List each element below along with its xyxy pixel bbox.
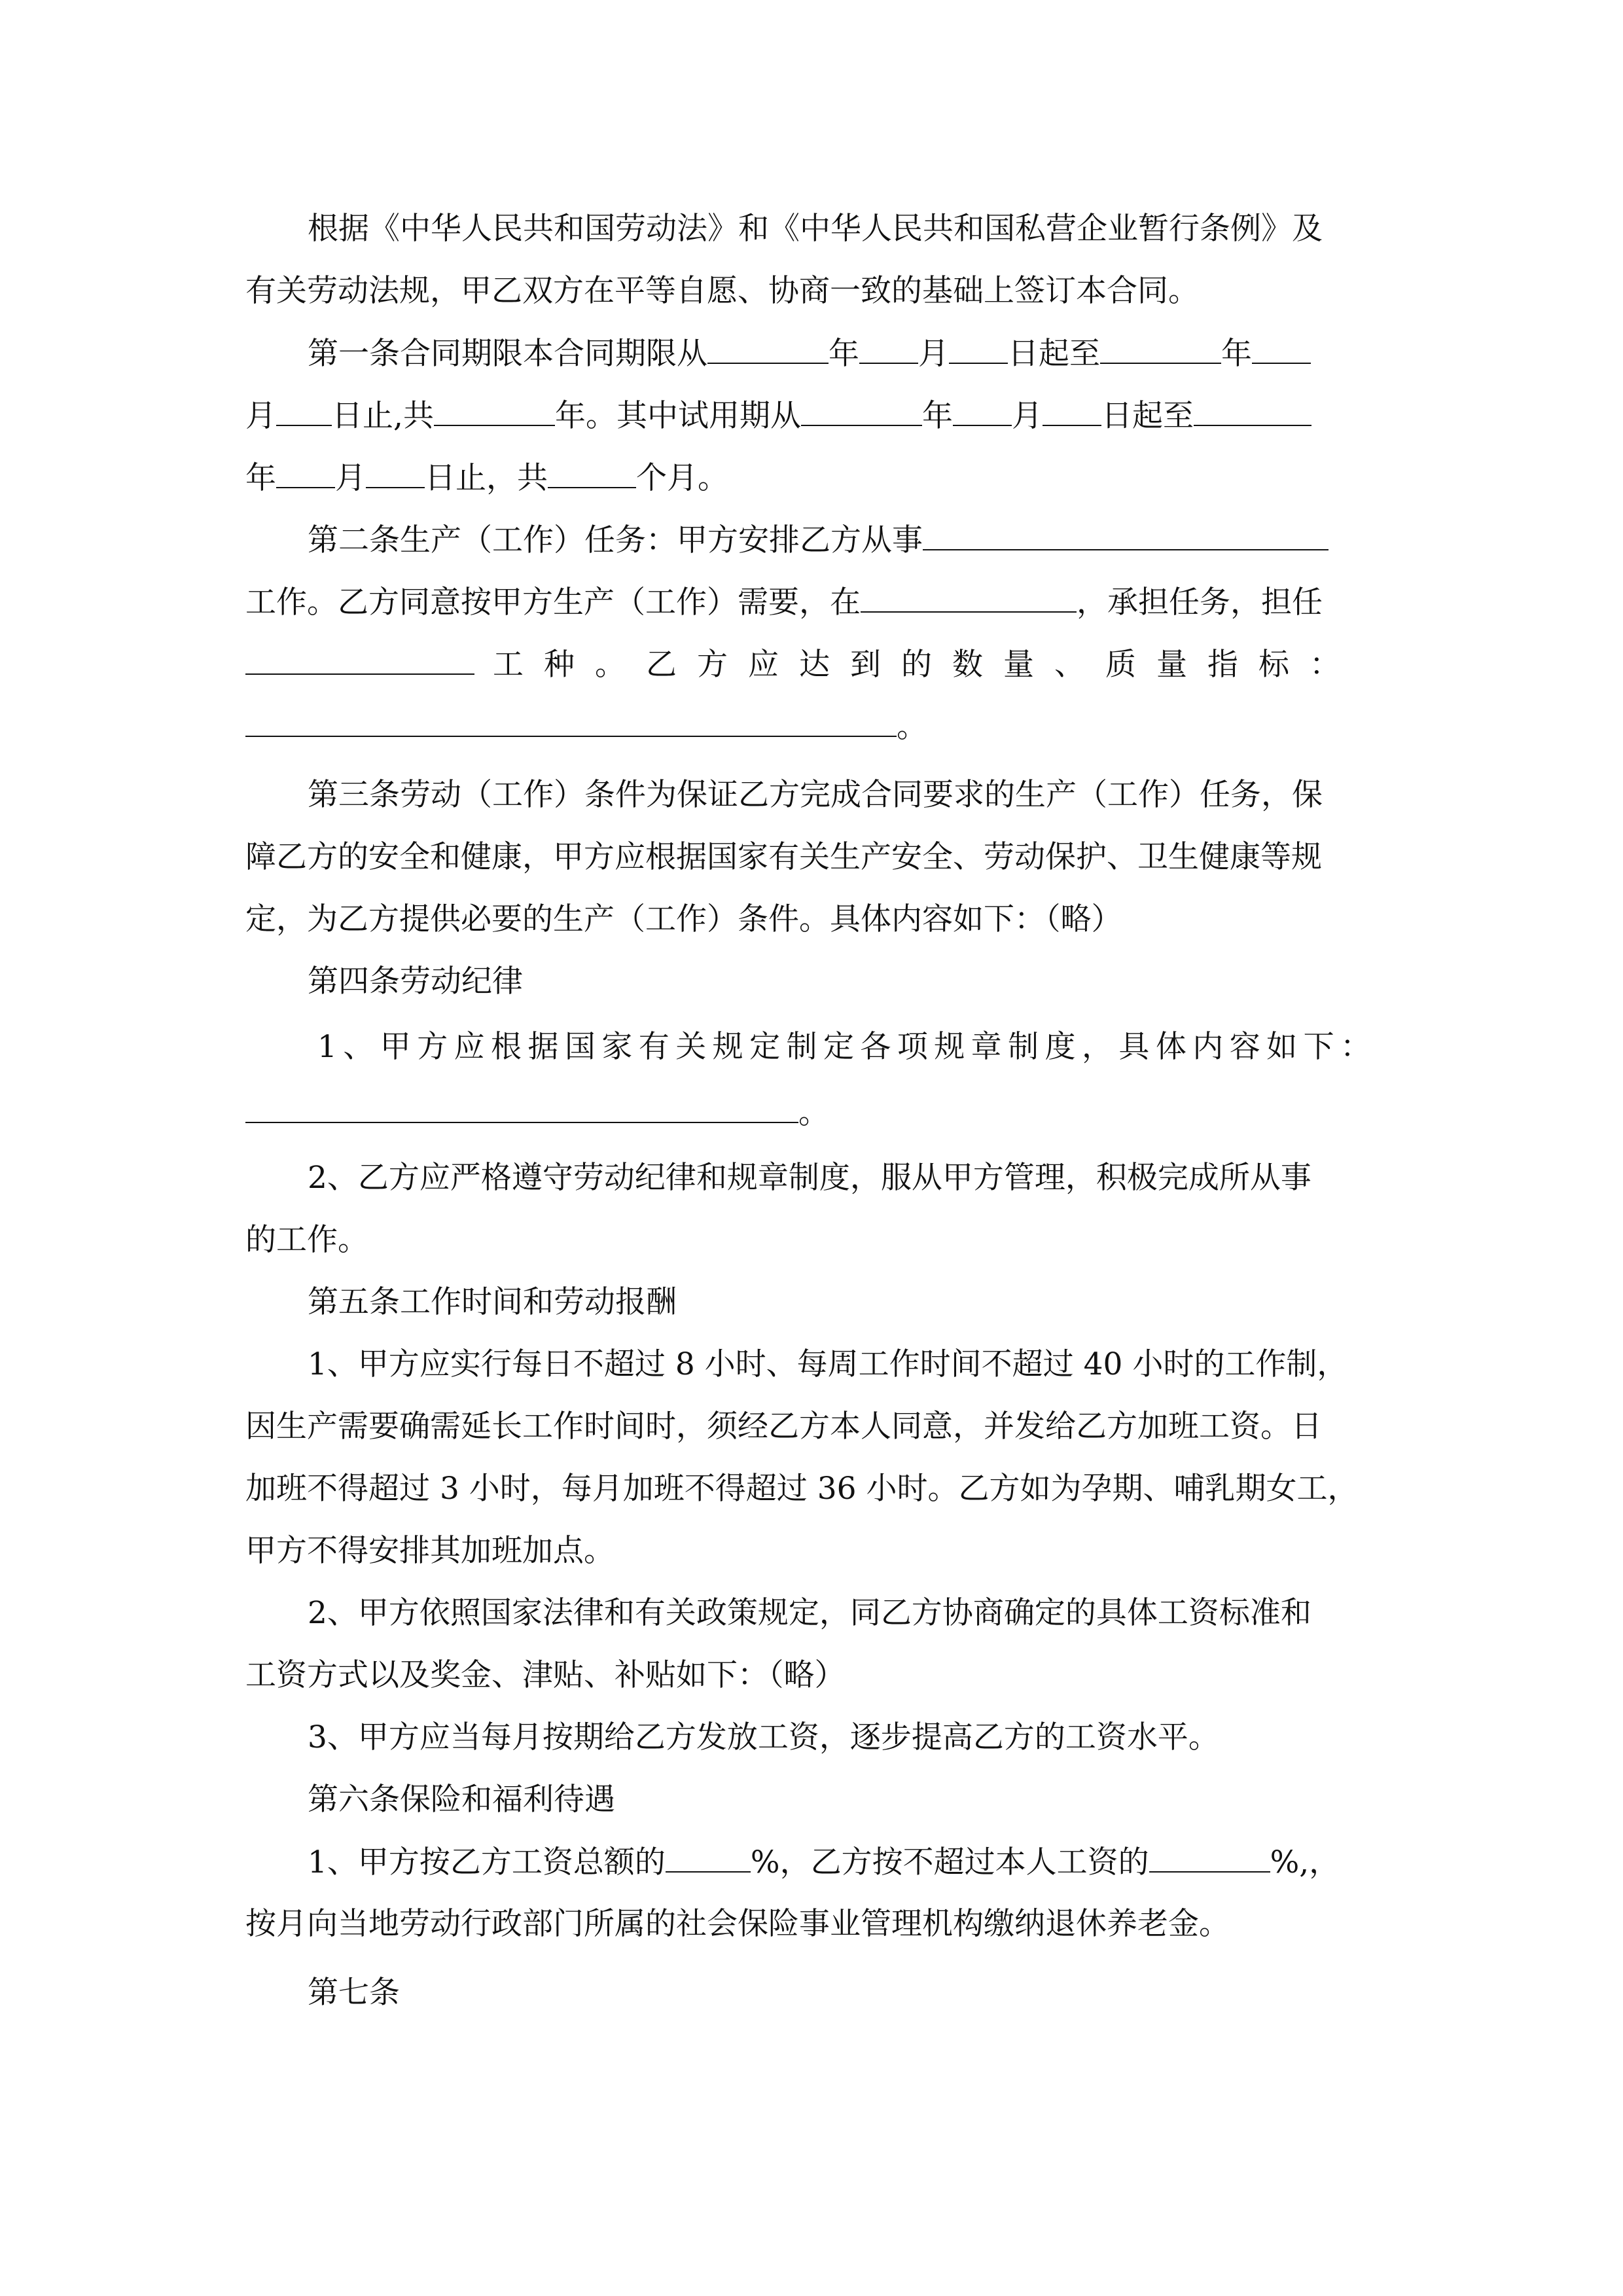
article-7-title: 第七条 [308,1975,400,2011]
article-4-title: 第四条劳动纪律 [308,963,523,999]
article-5-item-3: 3、甲方应当每月按期给乙方发放工资，逐步提高乙方的工资水平。 [308,1719,1219,1755]
article-2-line-2: 工作。乙方同意按甲方生产（工作）需要，在 ，承担任务，担任 [245,576,1371,628]
total-years-blank[interactable] [434,389,555,426]
start-month-blank[interactable] [859,327,918,364]
intro-line-1: 根据《中华人民共和国劳动法》和《中华人民共和国私营企业暂行条例》及 [308,211,1323,247]
end-month-blank[interactable] [1252,327,1311,364]
rules-blank[interactable] [245,1086,798,1123]
trial-start-day-blank[interactable] [1043,389,1101,426]
article-5-title: 第五条工作时间和劳动报酬 [308,1284,677,1320]
article-5-item-2-line-2: 工资方式以及奖金、津贴、补贴如下：（略） [245,1657,846,1693]
quota-blank[interactable] [245,700,897,737]
article-2-line-4: 。 [245,700,1371,753]
article-3-line-3: 定，为乙方提供必要的生产（工作）条件。具体内容如下：（略） [245,901,1122,937]
article-1-line-2: 月 日止,共 年。其中试用期从 年 月 日起至 [245,389,1371,442]
end-year-blank[interactable] [1100,327,1221,364]
article-4-item-1-line-2: 。 [245,1086,1371,1139]
article-1-line-1: 第一条合同期限本合同期限从 年 月 日起至 年 [308,327,1371,380]
article-3-line-1: 第三条劳动（工作）条件为保证乙方完成合同要求的生产（工作）任务，保 [308,777,1323,813]
article-2-line-1: 第二条生产（工作）任务：甲方安排乙方从事 [308,514,1371,566]
article-4-item-2-line-2: 的工作。 [245,1222,368,1258]
trial-start-month-blank[interactable] [953,389,1012,426]
article-2-line-3: 工种。乙方应达到的数量、质量指标： [245,638,1371,691]
trial-months-blank[interactable] [548,452,636,488]
article-6-title: 第六条保险和福利待遇 [308,1782,615,1818]
article-5-item-1-line-2: 因生产需要确需延长工作时间时，须经乙方本人同意，并发给乙方加班工资。日 [245,1408,1322,1444]
article-6-item-1-line-1: 1、甲方按乙方工资总额的 %，乙方按不超过本人工资的 %,， [308,1836,1371,1888]
article-5-item-1-line-1: 1、甲方应实行每日不超过 8 小时、每周工作时间不超过 40 小时的工作制， [308,1346,1348,1382]
end-day-blank[interactable] [276,389,332,426]
intro-line-2: 有关劳动法规，甲乙双方在平等自愿、协商一致的基础上签订本合同。 [245,273,1199,309]
article-6-item-1-line-2: 按月向当地劳动行政部门所属的社会保险事业管理机构缴纳退休养老金。 [245,1906,1230,1942]
article-5-item-1-line-3: 加班不得超过 3 小时，每月加班不得超过 36 小时。乙方如为孕期、哺乳期女工， [245,1471,1359,1507]
start-year-blank[interactable] [707,327,829,364]
trial-start-year-blank[interactable] [801,389,922,426]
article-5-item-2-line-1: 2、甲方依照国家法律和有关政策规定，同乙方协商确定的具体工资标准和 [308,1595,1311,1631]
employee-rate-blank[interactable] [1149,1836,1270,1873]
article-3-line-2: 障乙方的安全和健康，甲方应根据国家有关生产安全、劳动保护、卫生健康等规 [245,839,1322,875]
trial-end-year-blank[interactable] [1194,389,1311,426]
article-1-line-3: 年 月 日止，共 个月。 [245,452,1371,504]
trial-end-month-blank[interactable] [276,452,335,488]
employer-rate-blank[interactable] [666,1836,751,1873]
article-4-item-2-line-1: 2、乙方应严格遵守劳动纪律和规章制度，服从甲方管理，积极完成所从事 [308,1160,1311,1196]
article-4-item-1: 1、甲方应根据国家有关规定制定各项规章制度，具体内容如下： [317,1029,1371,1065]
job-blank[interactable] [923,514,1329,550]
trial-end-day-blank[interactable] [366,452,425,488]
start-day-blank[interactable] [949,327,1008,364]
work-type-blank[interactable] [245,638,474,675]
location-blank[interactable] [861,576,1077,613]
article-5-item-1-line-4: 甲方不得安排其加班加点。 [245,1533,615,1569]
